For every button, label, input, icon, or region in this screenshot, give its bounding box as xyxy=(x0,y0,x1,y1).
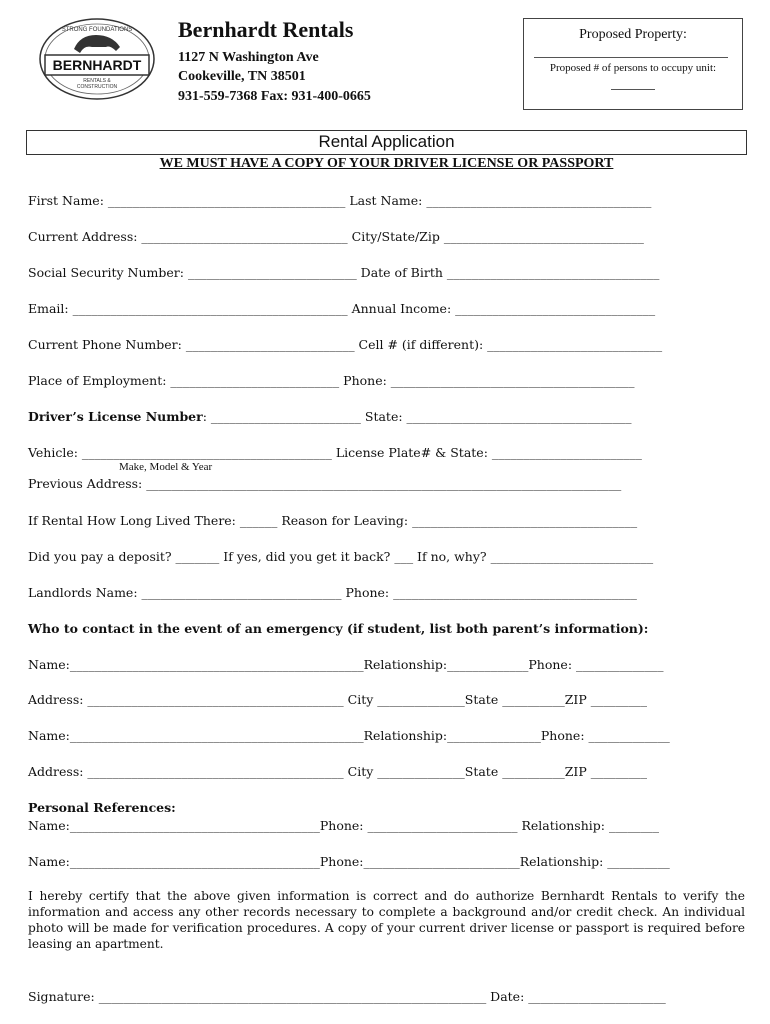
deposit-field[interactable]: Did you pay a deposit? _______ If yes, did you get it back? ___ If no, why? __________________________ xyxy=(28,549,654,564)
emergency-name-1[interactable]: Name:_______________________________________________Relationship:_____________Phone: ______________ xyxy=(28,657,664,672)
vehicle-field[interactable]: Vehicle: ________________________________________ License Plate# & State: ________________________ xyxy=(28,445,642,460)
proposed-persons-line[interactable] xyxy=(611,89,655,90)
logo-sub2: CONSTRUCTION xyxy=(76,84,118,90)
reference-2[interactable]: Name:________________________________________Phone:_________________________Relationship: __________ xyxy=(28,854,670,869)
emergency-address-2[interactable]: Address: _________________________________________ City ______________State __________ZIP _________ xyxy=(28,764,647,779)
logo-top-text: STRONG FOUNDATIONS xyxy=(61,27,133,33)
proposed-property-box xyxy=(523,18,743,110)
drivers-license-blanks[interactable]: : ________________________ State: ____________________________________ xyxy=(202,409,632,424)
reference-1[interactable]: Name:________________________________________Phone: ________________________ Relationship: ________ xyxy=(28,818,659,833)
proposed-property-line[interactable] xyxy=(534,57,728,58)
emergency-address-1[interactable]: Address: _________________________________________ City ______________State __________ZIP _________ xyxy=(28,692,647,707)
employment-field[interactable]: Place of Employment: ___________________________ Phone: _______________________________________ xyxy=(28,373,635,388)
first-last-name-field[interactable]: First Name: ______________________________________ Last Name: ____________________________________ xyxy=(28,193,652,208)
license-notice: WE MUST HAVE A COPY OF YOUR DRIVER LICENSE OR PASSPORT xyxy=(159,156,614,171)
company-street: 1127 N Washington Ave xyxy=(178,50,319,65)
current-address-field[interactable]: Current Address: _________________________________ City/State/Zip ________________________________ xyxy=(28,229,644,244)
drivers-license-field[interactable] xyxy=(28,409,632,424)
certification-paragraph: I hereby certify that the above given information is correct and do authorize Bernhardt Rentals to verify the information and access any other records necessary to complete a background and/or credit check. An individual photo will be made for verification procedures. A copy of your current driver license or passport is required before leasing an apartment. xyxy=(28,889,745,951)
previous-address-field[interactable]: Previous Address: ____________________________________________________________________________ xyxy=(28,476,622,491)
proposed-property-label: Proposed Property: xyxy=(579,27,687,42)
references-heading: Personal References: xyxy=(28,800,176,815)
logo-name: BERNHARDT xyxy=(52,57,142,73)
proposed-persons-label: Proposed # of persons to occupy unit: xyxy=(549,62,717,74)
landlord-field[interactable]: Landlords Name: ________________________________ Phone: _______________________________________ xyxy=(28,585,637,600)
form-title: Rental Application xyxy=(26,130,747,155)
company-name: Bernhardt Rentals xyxy=(178,17,354,42)
phone-cell-field[interactable]: Current Phone Number: ___________________________ Cell # (if different): ____________________________ xyxy=(28,337,663,352)
company-city: Cookeville, TN 38501 xyxy=(178,69,306,84)
drivers-license-label: Driver’s License Number xyxy=(28,409,203,424)
email-income-field[interactable]: Email: ____________________________________________ Annual Income: ________________________________ xyxy=(28,301,656,316)
vehicle-note: Make, Model & Year xyxy=(119,461,213,473)
how-long-field[interactable]: If Rental How Long Lived There: ______ Reason for Leaving: ____________________________________ xyxy=(28,513,638,528)
emergency-name-2[interactable]: Name:_______________________________________________Relationship:_______________Phone: _____________ xyxy=(28,728,670,743)
company-phones: 931-559-7368 Fax: 931-400-0665 xyxy=(178,89,371,104)
signature-date-field[interactable]: Signature: ______________________________________________________________ Date: ______________________ xyxy=(28,989,666,1004)
logo-sub1: RENTALS & xyxy=(83,78,111,84)
ssn-dob-field[interactable]: Social Security Number: ___________________________ Date of Birth __________________________________ xyxy=(28,265,660,280)
emergency-heading: Who to contact in the event of an emergency (if student, list both parent’s information): xyxy=(28,621,649,636)
company-logo xyxy=(36,17,158,101)
